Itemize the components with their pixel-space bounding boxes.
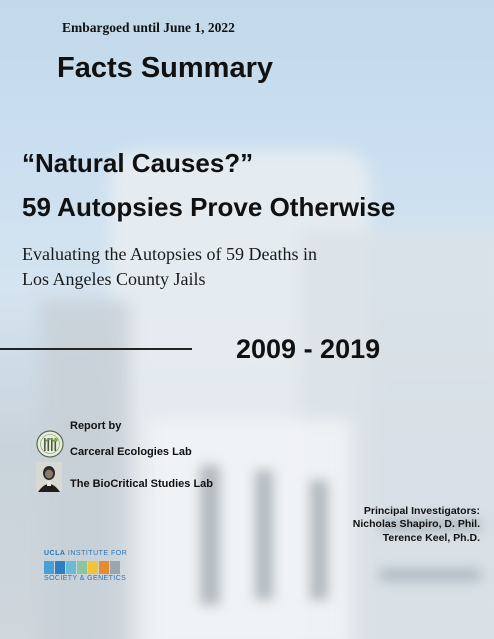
embargo-notice: Embargoed until June 1, 2022: [62, 20, 235, 35]
background-shadow: [310, 480, 328, 600]
background-shadow: [255, 470, 273, 600]
lab-name-biocritical-studies: The BioCritical Studies Lab: [70, 478, 214, 490]
background-shadow: [380, 570, 480, 580]
horizontal-rule: [0, 348, 192, 350]
report-subtitle-line-2: Los Angeles County Jails: [22, 269, 206, 289]
report-title-line-1: “Natural Causes?”: [22, 148, 254, 178]
ucla-institute-logo: [44, 550, 144, 586]
investigator-name: Terence Keel, Ph.D.: [382, 532, 480, 544]
report-title-line-2: 59 Autopsies Prove Otherwise: [22, 192, 396, 222]
institute-logo-line-1: UCLA INSTITUTE FOR: [44, 550, 128, 557]
document-type-heading: Facts Summary: [57, 52, 273, 84]
investigator-name: Nicholas Shapiro, D. Phil.: [352, 518, 480, 530]
institute-logo-color-bars-icon: [44, 561, 121, 574]
biocritical-portrait-logo-icon: [36, 462, 62, 492]
principal-investigators-label: Principal Investigators:: [363, 505, 480, 517]
report-by-label: Report by: [70, 420, 122, 432]
year-range: 2009 - 2019: [236, 334, 381, 364]
institute-logo-line-2: SOCIETY & GENETICS: [44, 575, 127, 582]
report-subtitle-line-1: Evaluating the Autopsies of 59 Deaths in: [22, 244, 317, 264]
lab-name-carceral-ecologies: Carceral Ecologies Lab: [70, 446, 192, 458]
carceral-ecologies-logo-icon: [36, 430, 64, 458]
